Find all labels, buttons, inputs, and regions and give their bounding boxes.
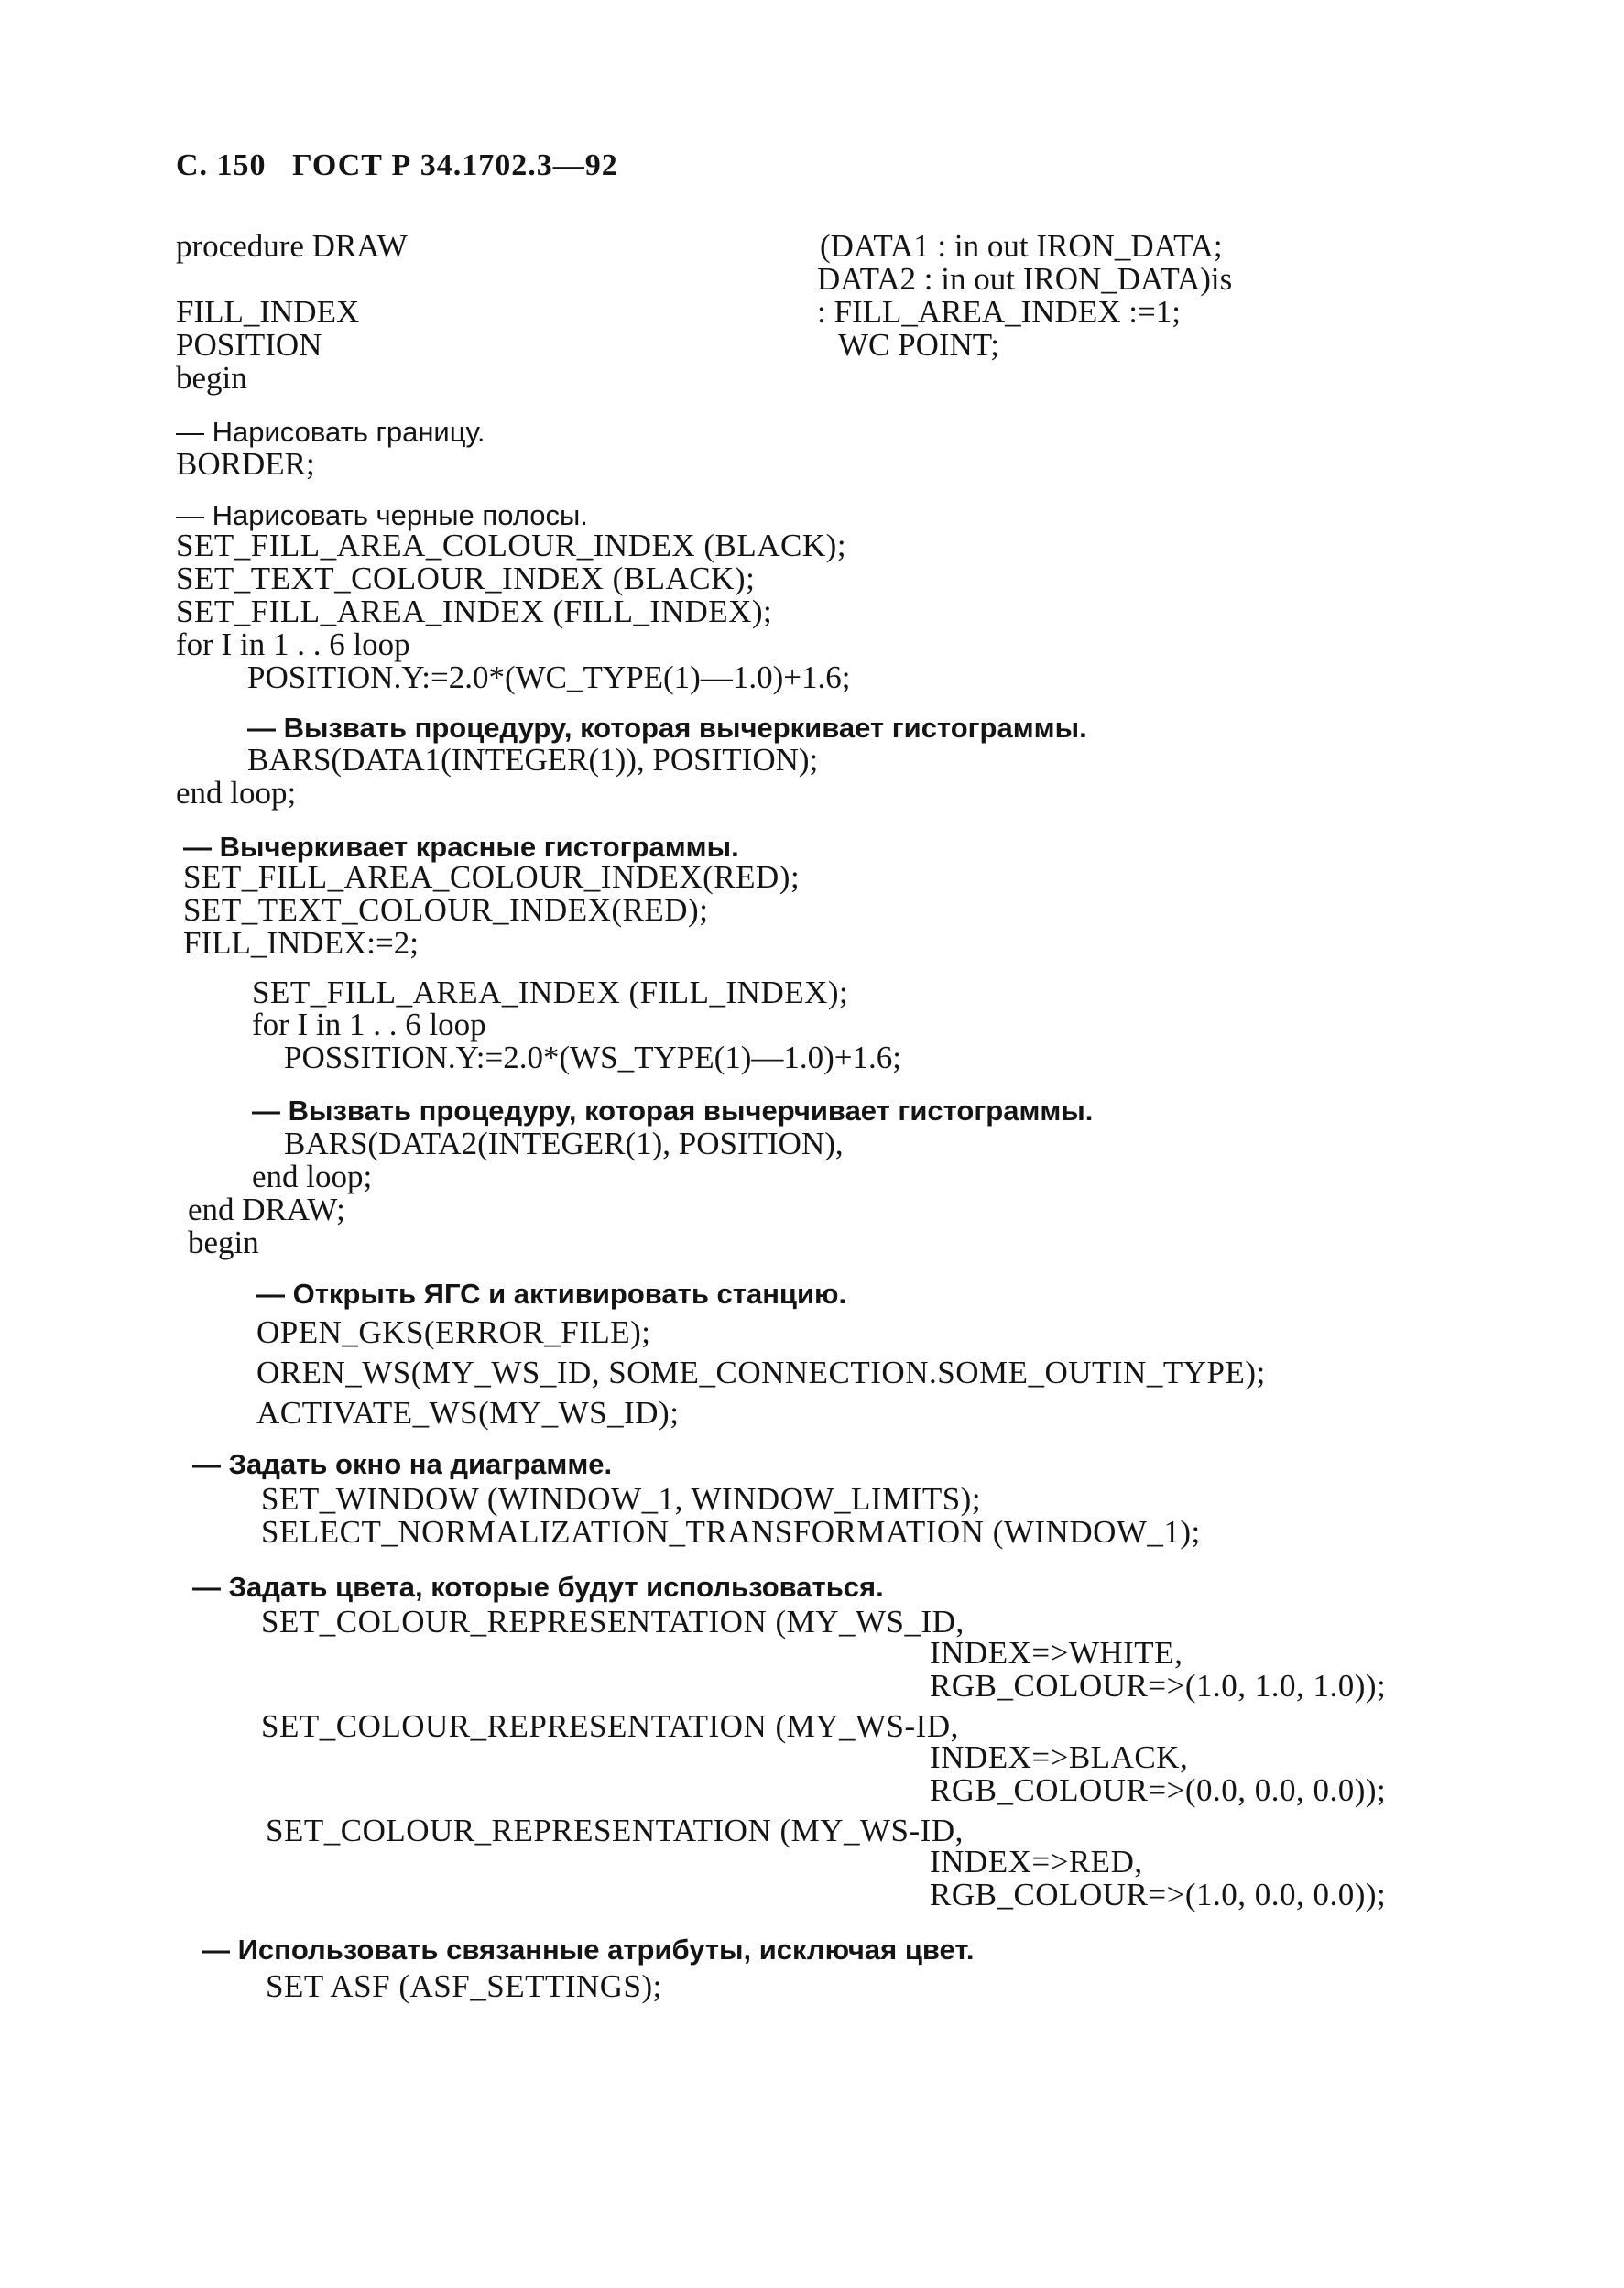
code-comment: — Нарисовать черные полосы. xyxy=(176,499,588,531)
code-line: POSSITION.Y:=2.0*(WS_TYPE(1)—1.0)+1.6; xyxy=(284,1040,902,1075)
code-line: INDEX=>RED, xyxy=(930,1844,1143,1879)
code-comment: — Вычеркивает красные гистограммы. xyxy=(183,831,739,863)
code-line: BORDER; xyxy=(176,446,315,482)
code-line: SET_WINDOW (WINDOW_1, WINDOW_LIMITS); xyxy=(261,1481,982,1517)
code-line: BARS(DATA1(INTEGER(1)), POSITION); xyxy=(247,742,819,778)
code-line: SET_FILL_AREA_INDEX (FILL_INDEX); xyxy=(252,975,849,1010)
code-line: SET_FILL_AREA_INDEX (FILL_INDEX); xyxy=(176,594,773,629)
code-line: end loop; xyxy=(252,1159,373,1194)
code-line: SET_TEXT_COLOUR_INDEX(RED); xyxy=(183,892,709,928)
code-line: begin xyxy=(188,1225,259,1260)
code-line: for I in 1 . . 6 loop xyxy=(252,1007,486,1042)
code-line: SELECT_NORMALIZATION_TRANSFORMATION (WINDOW_1); xyxy=(261,1514,1201,1550)
page-header xyxy=(176,148,618,183)
code-line: OREN_WS(MY_WS_ID, SOME_CONNECTION.SOME_OUTIN_TYPE); xyxy=(256,1355,1266,1390)
code-line: : FILL_AREA_INDEX :=1; xyxy=(817,294,1181,330)
code-comment: — Открыть ЯГС и активировать станцию. xyxy=(256,1278,847,1310)
code-line: FILL_INDEX:=2; xyxy=(183,925,419,961)
code-line: end DRAW; xyxy=(188,1192,345,1227)
standard-code: ГОСТ Р 34.1702.3—92 xyxy=(292,148,618,182)
code-comment: — Задать цвета, которые будут использоваться. xyxy=(192,1571,884,1603)
page-number: С. 150 xyxy=(176,148,267,182)
code-comment: — Задать окно на диаграмме. xyxy=(192,1448,613,1480)
code-comment: — Использовать связанные атрибуты, исключая цвет. xyxy=(202,1934,975,1966)
code-line: SET ASF (ASF_SETTINGS); xyxy=(266,1968,662,2004)
code-line: RGB_COLOUR=>(0.0, 0.0, 0.0)); xyxy=(930,1772,1387,1808)
code-line: POSITION xyxy=(176,327,322,363)
code-line: SET_COLOUR_REPRESENTATION (MY_WS_ID, xyxy=(261,1604,965,1640)
code-line: for I in 1 . . 6 loop xyxy=(176,626,410,662)
code-line: begin xyxy=(176,360,247,396)
code-line: procedure DRAW xyxy=(176,228,408,264)
code-line: end loop; xyxy=(176,775,297,811)
code-line: DATA2 : in out IRON_DATA)is xyxy=(817,261,1233,297)
code-line: INDEX=>BLACK, xyxy=(930,1739,1189,1775)
code-line: SET_FILL_AREA_COLOUR_INDEX(RED); xyxy=(183,859,801,895)
code-line: WC POINT; xyxy=(838,327,999,363)
code-line: INDEX=>WHITE, xyxy=(930,1635,1183,1671)
code-comment: — Нарисовать границу. xyxy=(176,416,485,448)
code-line: SET_TEXT_COLOUR_INDEX (BLACK); xyxy=(176,561,756,596)
code-line: SET_COLOUR_REPRESENTATION (MY_WS-ID, xyxy=(261,1708,959,1744)
code-line: OPEN_GKS(ERROR_FILE); xyxy=(256,1314,651,1350)
code-line: POSITION.Y:=2.0*(WC_TYPE(1)—1.0)+1.6; xyxy=(247,659,851,695)
code-line: (DATA1 : in out IRON_DATA; xyxy=(820,228,1223,264)
code-line: SET_FILL_AREA_COLOUR_INDEX (BLACK); xyxy=(176,528,847,563)
code-line: ACTIVATE_WS(MY_WS_ID); xyxy=(256,1395,680,1431)
code-comment: — Вызвать процедуру, которая вычеркивает гистограммы. xyxy=(247,712,1087,744)
code-line: RGB_COLOUR=>(1.0, 1.0, 1.0)); xyxy=(930,1668,1387,1704)
code-line: RGB_COLOUR=>(1.0, 0.0, 0.0)); xyxy=(930,1877,1387,1912)
code-line: BARS(DATA2(INTEGER(1), POSITION), xyxy=(284,1126,844,1161)
code-line: FILL_INDEX xyxy=(176,294,360,330)
code-line: SET_COLOUR_REPRESENTATION (MY_WS-ID, xyxy=(266,1813,964,1848)
code-comment: — Вызвать процедуру, которая вычерчивает гистограммы. xyxy=(252,1095,1094,1127)
